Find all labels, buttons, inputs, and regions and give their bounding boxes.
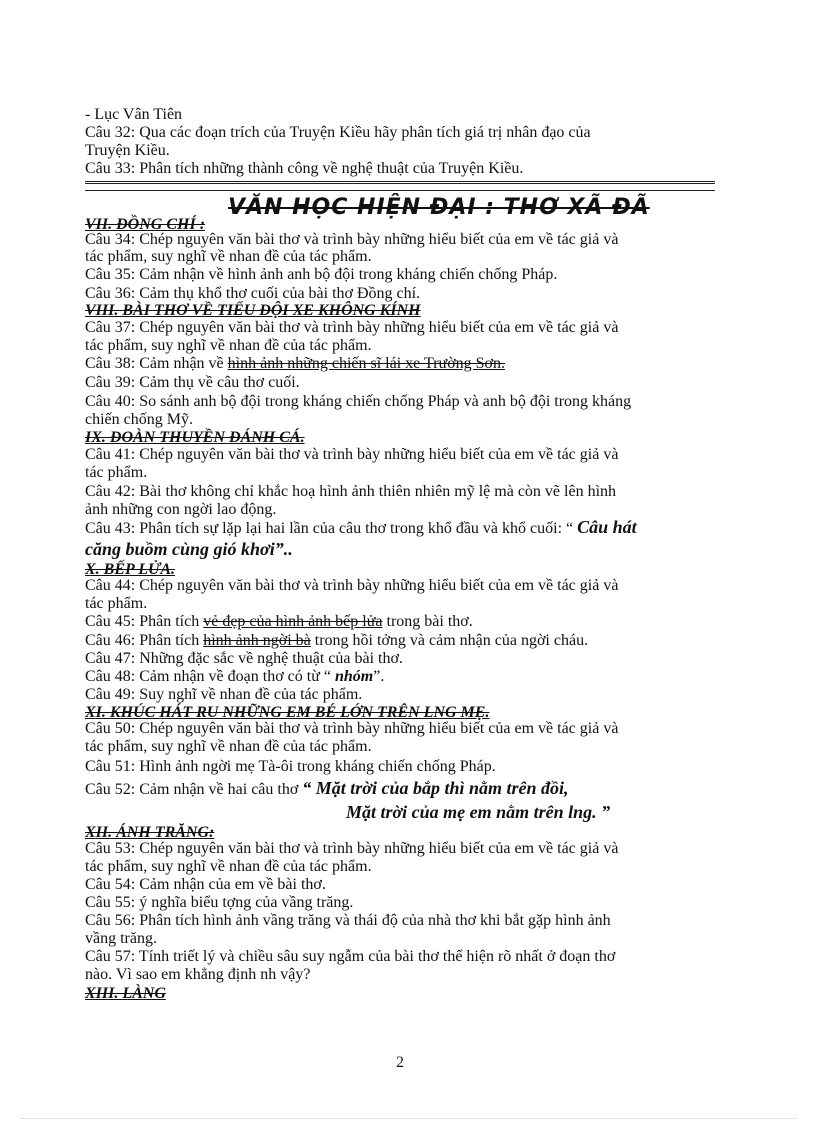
question-46-underlined: hình ảnh ngời bà [203,632,311,649]
question-52-poem-line2: Mặt trời của mẹ em nằm trên lng. ” [346,802,611,822]
question-41-line1: Câu 41: Chép nguyên văn bài thơ và trình bày những hiểu biết của em về tác giả và [85,446,619,463]
question-43-text: Câu 43: Phân tích sự lặp lại hai lần của câu thơ trong khổ đầu và khổ cuối: “ [85,520,578,537]
separator-line [85,181,715,191]
question-32-line1: Câu 32: Qua các đoạn trích của Truyện Kiều hãy phân tích giá trị nhân đạo của [85,124,591,141]
question-37-line2: tác phẩm, suy nghĩ về nhan đề của tác phẩm. [85,337,372,354]
heading-anh-trang: XII. ÁNH TRĂNG: [85,824,215,841]
question-46-text-end: trong hồi tởng và cảm nhận của ngời cháu. [310,632,589,649]
question-35: Câu 35: Cảm nhận về hình ảnh anh bộ đội trong kháng chiến chống Pháp. [85,266,558,283]
question-56-line1: Câu 56: Phân tích hình ảnh vầng trăng và thái độ của nhà thơ khi bắt gặp hình ảnh [85,912,611,929]
question-43 [85,518,637,538]
question-46 [85,632,588,650]
question-44-line1: Câu 44: Chép nguyên văn bài thơ và trình bày những hiểu biết của em về tác giả và [85,577,619,594]
question-36: Câu 36: Cảm thụ khổ thơ cuối của bài thơ Đồng chí. [85,285,421,302]
question-45-text: Câu 45: Phân tích [85,613,204,630]
question-39: Câu 39: Cảm thụ về câu thơ cuối. [85,374,300,391]
question-52-poem-line1: “ Mặt trời của bắp thì nằm trên đồi, [302,778,569,798]
question-40-line1: Câu 40: So sánh anh bộ đội trong kháng chiến chống Pháp và anh bộ đội trong kháng [85,393,632,410]
heading-tieu-doi-xe: VIII. BÀI THƠ VỀ TIỂU ĐỘI XE KHÔNG KÍNH [85,302,421,319]
question-43-quote: Câu hát [577,517,637,537]
question-42-line1: Câu 42: Bài thơ không chỉ khắc hoạ hình ảnh thiên nhiên mỹ lệ mà còn vẽ lên hình [85,483,617,500]
question-43-quote-cont: căng buồm cùng gió khơi”.. [85,539,293,559]
question-44-line2: tác phẩm. [85,595,148,612]
section-banner: VĂN HỌC HIỆN ĐẠI : THƠ XÃ ĐÃ [228,195,650,220]
question-37-line1: Câu 37: Chép nguyên văn bài thơ và trình bày những hiểu biết của em về tác giả và [85,319,619,336]
question-50-line1: Câu 50: Chép nguyên văn bài thơ và trình bày những hiểu biết của em về tác giả và [85,720,619,737]
heading-lang: XIII. LÀNG [85,985,166,1002]
question-52-text: Câu 52: Cảm nhận về hai câu thơ [85,781,303,798]
heading-doan-thuyen: IX. ĐOÀN THUYỀN ĐÁNH CÁ. [85,429,305,446]
question-46-text: Câu 46: Phân tích [85,632,204,649]
question-45-underlined: vẻ đẹp của hình ảnh bếp lửa [203,613,383,630]
question-56-line2: vầng trăng. [85,930,157,947]
page-number: 2 [396,1054,404,1071]
question-45-text-end: trong bài thơ. [382,613,473,630]
question-41-line2: tác phẩm. [85,464,148,481]
question-57-line1: Câu 57: Tính triết lý và chiều sâu suy ngẫm của bài thơ thể hiện rõ nhất ở đoạn thơ [85,948,616,965]
question-53-line1: Câu 53: Chép nguyên văn bài thơ và trình bày những hiểu biết của em về tác giả và [85,840,619,857]
question-55: Câu 55: ý nghĩa biểu tợng của vầng trăng. [85,894,354,911]
question-48-text: Câu 48: Cảm nhận về đoạn thơ có từ “ [85,668,335,685]
question-47: Câu 47: Những đặc sắc về nghệ thuật của bài thơ. [85,650,403,667]
question-34-line2: tác phẩm, suy nghĩ về nhan đề của tác phẩm. [85,248,372,265]
question-38-text: Câu 38: Cảm nhận về [85,355,228,372]
question-34-line1: Câu 34: Chép nguyên văn bài thơ và trình bày những hiểu biết của em về tác giả và [85,231,619,248]
question-49: Câu 49: Suy nghĩ về nhan đề của tác phẩm. [85,686,363,703]
question-33: Câu 33: Phân tích những thành công về nghệ thuật của Truyện Kiều. [85,160,524,177]
page-bottom-border [20,1118,796,1119]
list-item-luc-van-tien: - Lục Vân Tiên [85,106,183,123]
question-38-underlined: hình ảnh những chiến sĩ lái xe Trường Sơn. [227,355,506,372]
question-52 [85,779,569,799]
heading-dong-chi: VII. ĐỒNG CHÍ : [85,216,206,233]
question-42-line2: ảnh những con ngời lao động. [85,501,277,518]
question-48-text-end: ”. [373,668,385,685]
question-51: Câu 51: Hình ảnh ngời mẹ Tà-ôi trong kháng chiến chống Pháp. [85,758,496,775]
question-48-word: nhóm [334,668,374,685]
question-53-line2: tác phẩm, suy nghĩ về nhan đề của tác phẩm. [85,858,372,875]
question-32-line2: Truyện Kiều. [85,142,170,159]
question-54: Câu 54: Cảm nhận của em về bài thơ. [85,876,326,893]
question-38 [85,355,505,373]
question-45 [85,613,473,631]
heading-khuc-hat-ru: XI. KHÚC HÁT RU NHỮNG EM BÉ LỚN TRÊN LNG MẸ. [85,704,490,721]
question-50-line2: tác phẩm, suy nghĩ về nhan đề của tác phẩm. [85,738,372,755]
heading-bep-lua: X. BẾP LỬA. [85,561,176,578]
question-48 [85,668,384,686]
question-57-line2: nào. Vì sao em khẳng định nh vậy? [85,966,311,983]
question-40-line2: chiến chống Mỹ. [85,411,193,428]
